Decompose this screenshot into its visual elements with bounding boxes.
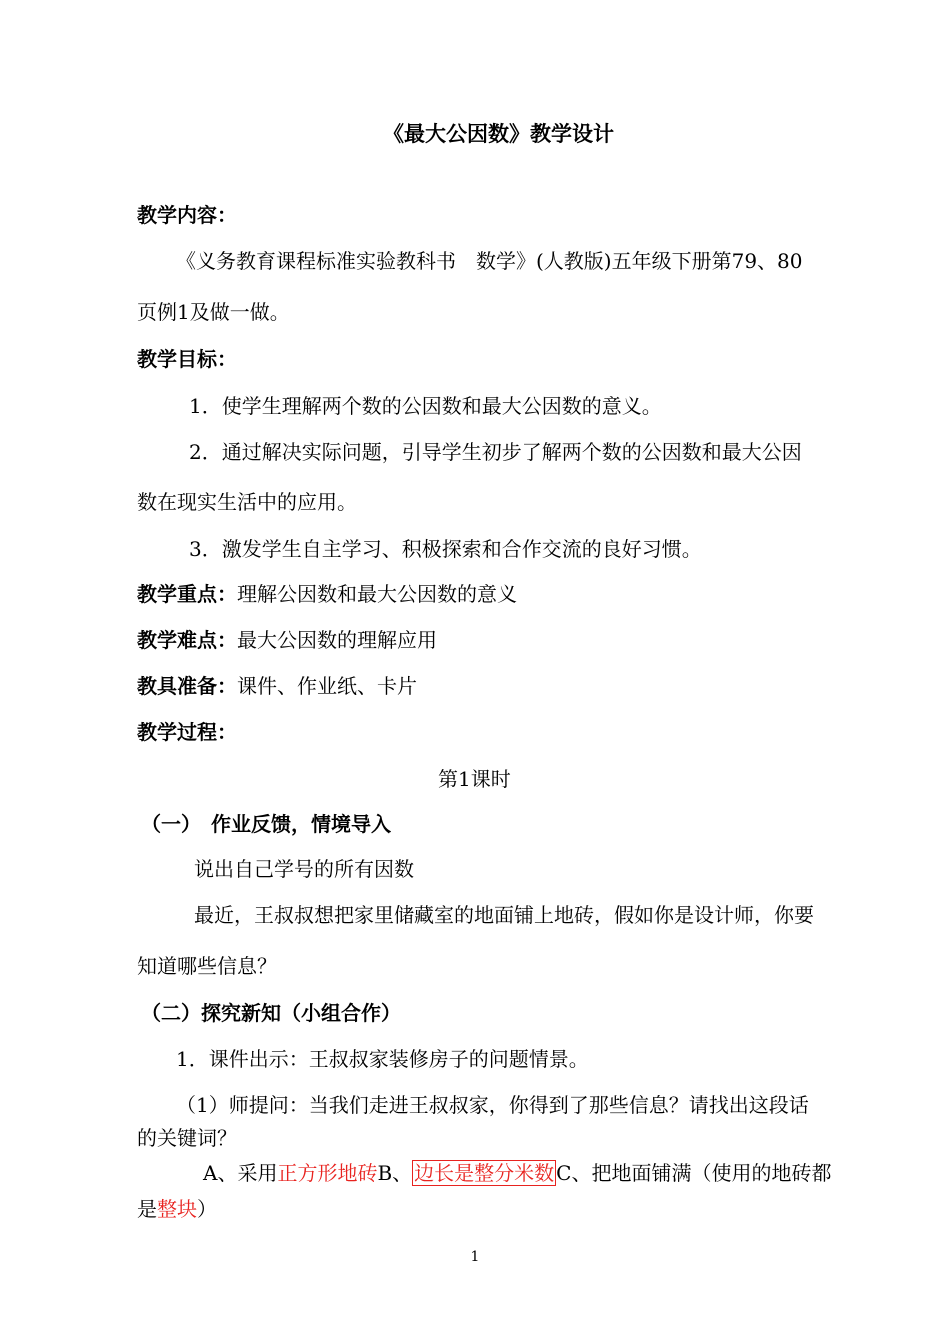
goal-1: 1．使学生理解两个数的公因数和最大公因数的意义。 (189, 394, 662, 418)
lesson-label: 第1课时 (438, 767, 511, 791)
section-2-p1: 1．课件出示：王叔叔家装修房子的问题情景。 (176, 1047, 589, 1071)
keyword-square-tile: 正方形地砖 (277, 1161, 378, 1185)
page-title: 《最大公因数》教学设计 (383, 122, 614, 146)
tools-text: 课件、作业纸、卡片 (237, 674, 417, 698)
difficulty (137, 627, 437, 653)
goal-2-line-2: 数在现实生活中的应用。 (137, 490, 357, 514)
process-label: 教学过程： (137, 720, 237, 744)
goals-heading: 教学目标： (137, 347, 237, 371)
section-1-heading: （一） 作业反馈，情境导入 (141, 812, 391, 836)
keywords-line-2 (137, 1196, 217, 1222)
key-point-text: 理解公因数和最大公因数的意义 (237, 582, 517, 606)
section-2-p2-line-2: 的关键词？ (137, 1126, 237, 1150)
content-line-1: 《义务教育课程标准实验教科书 数学》(人教版)五年级下册第79、80 (176, 249, 803, 273)
section-1-p2-line-1: 最近，王叔叔想把家里储藏室的地面铺上地砖，假如你是设计师，你要 (194, 903, 814, 927)
goal-2-line-1: 2．通过解决实际问题，引导学生初步了解两个数的公因数和最大公因 (189, 440, 802, 464)
content-heading: 教学内容： (137, 203, 237, 227)
keyword-c-text: C、把地面铺满（使用的地砖都 (556, 1161, 832, 1185)
section-2-heading: （二）探究新知（小组合作） (141, 1001, 401, 1025)
keyword-whole-piece: 整块 (157, 1197, 197, 1221)
keyword-whole-decimeter-side: 边长是整分米数 (414, 1161, 555, 1185)
section-1-p2-line-2: 知道哪些信息？ (137, 954, 277, 978)
tools-label: 教具准备： (137, 674, 237, 698)
keyword-last-prefix: 是 (137, 1197, 157, 1221)
goal-3: 3．激发学生自主学习、积极探索和合作交流的良好习惯。 (189, 537, 702, 561)
keywords-line-1 (203, 1160, 831, 1186)
page-number: 1 (470, 1249, 480, 1265)
tools (137, 673, 417, 699)
difficulty-label: 教学难点： (137, 628, 237, 652)
section-1-p1: 说出自己学号的所有因数 (194, 857, 414, 881)
keyword-b-prefix: B、 (377, 1161, 413, 1185)
keyword-a-prefix: A、采用 (203, 1161, 278, 1185)
key-point (137, 581, 517, 607)
keyword-last-suffix: ） (197, 1197, 217, 1221)
section-2-p2-line-1: （1）师提问：当我们走进王叔叔家，你得到了那些信息？请找出这段话 (176, 1093, 809, 1117)
difficulty-text: 最大公因数的理解应用 (237, 628, 437, 652)
key-point-label: 教学重点： (137, 582, 237, 606)
content-line-2: 页例1及做一做。 (137, 300, 290, 324)
